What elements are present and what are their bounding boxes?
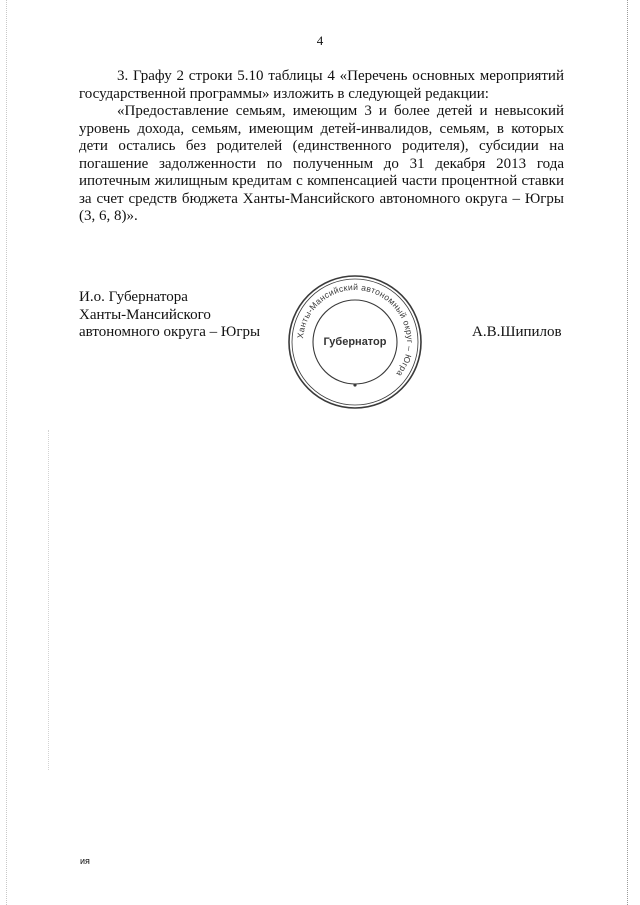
signatory-title-line: Ханты-Мансийского [79, 306, 211, 323]
signer-name: А.В.Шипилов [472, 324, 562, 340]
page-number: 4 [316, 33, 324, 48]
document-body [79, 68, 564, 226]
seal-dot [353, 383, 356, 386]
signatory-title-line: И.о. Губернатора [79, 289, 188, 305]
scan-marks-left [48, 430, 49, 770]
seal-center-text: Губернатор [323, 336, 387, 348]
scan-edge-left [6, 0, 7, 905]
official-seal [285, 272, 425, 412]
paragraph-quote: «Предоставление семьям, имеющим 3 и более детей и невысокий уровень дохода, семьям, имеющим детей-инвалидов, семьям, в которых дети остались без родителей (единственного родителя), субсидии на погашение задолженности по полученным до 31 декабря 2013 года ипотечным жилищным кредитам с компенсацией части процентной ставки за счет средств бюджета Ханты-Мансийского автономного округа – Югры (3, 6, 8)». [79, 103, 564, 224]
signatory-title [79, 289, 260, 342]
svg-text:Ханты-Мансийский автономный ок [295, 282, 415, 379]
seal-ring-text: Ханты-Мансийский автономный округ – Югра [295, 281, 416, 379]
signatory-title-line: автономного округа – Югры [79, 324, 261, 340]
scan-edge-right [627, 0, 628, 905]
footer-mark: ия [80, 856, 90, 866]
paragraph-amendment: 3. Графу 2 строки 5.10 таблицы 4 «Перечень основных мероприятий государственной программы» изложить в следующей редакции: [79, 68, 564, 102]
